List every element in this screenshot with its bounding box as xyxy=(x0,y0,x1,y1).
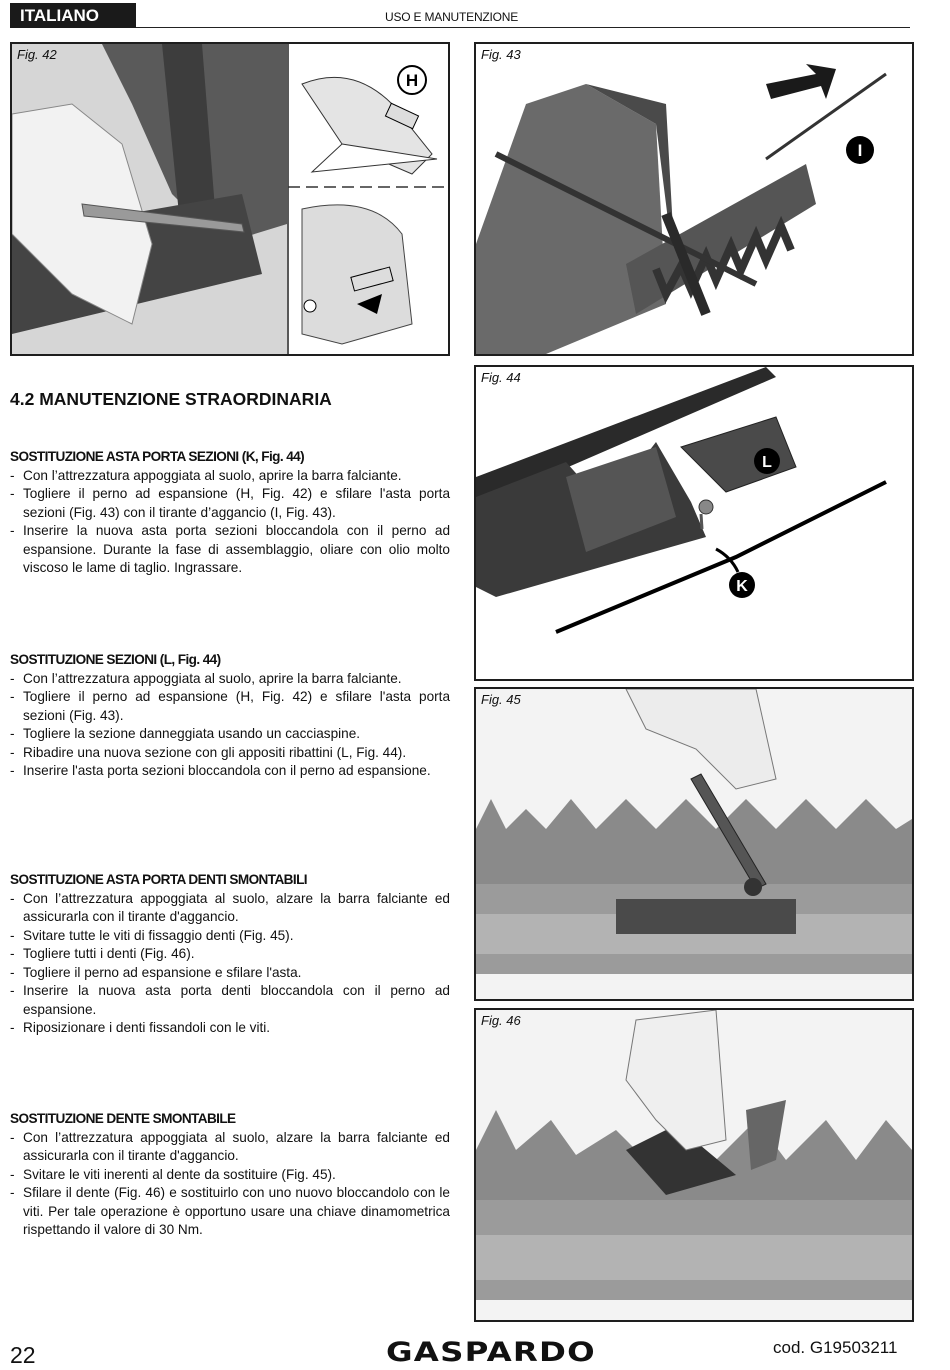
list-item: - Sfilare il dente (Fig. 46) e sostituirlo con uno nuovo bloccandolo con le viti. Per tale operazione è opportuno usare una chiave dinamometrica rispettando il valore di 30 Nm. xyxy=(10,1184,450,1240)
list-item: - Con l’attrezzatura appoggiata al suolo, aprire la barra falciante. xyxy=(10,467,450,486)
callout-l: L xyxy=(762,454,772,471)
figure-42 xyxy=(10,42,450,356)
list-item: - Togliere tutti i denti (Fig. 46). xyxy=(10,945,450,964)
document-code: cod. G19503211 xyxy=(773,1338,898,1357)
list-item: - Con l’attrezzatura appoggiata al suolo, alzare la barra falciante ed assicurarla con il tirante d'aggancio. xyxy=(10,1129,450,1166)
figure-44-illustration xyxy=(476,367,912,679)
figure-label: Fig. 43 xyxy=(481,47,521,62)
callout-k: K xyxy=(736,578,748,595)
figure-46 xyxy=(474,1008,914,1322)
figure-46-illustration xyxy=(476,1010,912,1320)
section-asta-porta-denti xyxy=(10,871,450,1038)
figure-45-illustration xyxy=(476,689,912,999)
header-rule xyxy=(136,27,910,28)
list-item: - Riposizionare i denti fissandoli con le viti. xyxy=(10,1019,450,1038)
list-item: - Con l’attrezzatura appoggiata al suolo, alzare la barra falciante ed assicurarla con il tirante d'aggancio. xyxy=(10,890,450,927)
section-title: SOSTITUZIONE SEZIONI (L, Fig. 44) xyxy=(10,652,221,667)
figure-43 xyxy=(474,42,914,356)
section-heading: 4.2 MANUTENZIONE STRAORDINARIA xyxy=(10,389,332,409)
page-number: 22 xyxy=(10,1342,36,1368)
section-dente-smontabile xyxy=(10,1110,450,1240)
section-title: SOSTITUZIONE DENTE SMONTABILE xyxy=(10,1111,236,1126)
figure-label: Fig. 44 xyxy=(481,370,521,385)
figure-label: Fig. 42 xyxy=(17,47,57,62)
section-asta-porta-sezioni xyxy=(10,448,450,578)
list-item: - Svitare le viti inerenti al dente da sostituire (Fig. 45). xyxy=(10,1166,450,1185)
list-item: - Inserire l'asta porta sezioni bloccandola con il perno ad espansione. xyxy=(10,762,450,781)
list-item: - Inserire la nuova asta porta denti bloccandola con il perno ad espansione. xyxy=(10,982,450,1019)
list-item: - Con l’attrezzatura appoggiata al suolo, aprire la barra falciante. xyxy=(10,670,450,689)
language-tab: ITALIANO xyxy=(10,3,136,28)
callout-h: H xyxy=(405,71,419,90)
figure-label: Fig. 46 xyxy=(481,1013,521,1028)
figure-label: Fig. 45 xyxy=(481,692,521,707)
brand-logo: GASPARDO xyxy=(386,1337,596,1368)
list-item: - Togliere il perno ad espansione (H, Fig. 42) e sfilare l'asta porta sezioni (Fig. 43) con il tirante d’aggancio (I, Fig. 43). xyxy=(10,485,450,522)
figure-45 xyxy=(474,687,914,1001)
figure-44 xyxy=(474,365,914,681)
figure-43-illustration xyxy=(476,44,912,354)
figure-42-illustration xyxy=(12,44,448,354)
section-sezioni xyxy=(10,651,450,781)
list-item: - Inserire la nuova asta porta sezioni bloccandola con il perno ad espansione. Durante la fase di assemblaggio, oliare con olio molto viscoso le lame di taglio. Ingrassare. xyxy=(10,522,450,578)
section-title: SOSTITUZIONE ASTA PORTA DENTI SMONTABILI xyxy=(10,872,307,887)
list-item: - Togliere la sezione danneggiata usando un cacciaspine. xyxy=(10,725,450,744)
callout-i: I xyxy=(857,141,863,160)
list-item: - Togliere il perno ad espansione e sfilare l'asta. xyxy=(10,964,450,983)
list-item: - Togliere il perno ad espansione (H, Fig. 42) e sfilare l'asta porta sezioni (Fig. 43). xyxy=(10,688,450,725)
section-title: SOSTITUZIONE ASTA PORTA SEZIONI (K, Fig. 44) xyxy=(10,449,305,464)
list-item: - Svitare tutte le viti di fissaggio denti (Fig. 45). xyxy=(10,927,450,946)
running-title: USO E MANUTENZIONE xyxy=(385,10,519,24)
list-item: - Ribadire una nuova sezione con gli appositi ribattini (L, Fig. 44). xyxy=(10,744,450,763)
